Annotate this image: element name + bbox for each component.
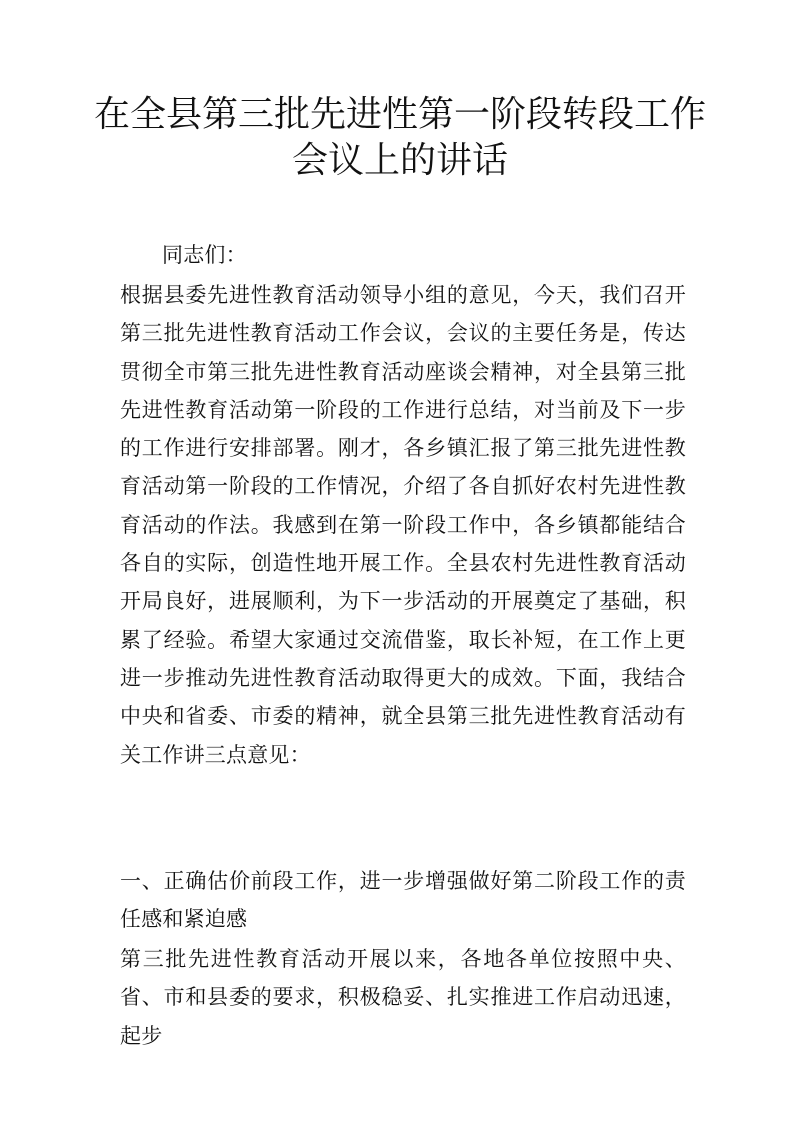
document-title — [0, 92, 800, 184]
body-paragraph-2: 第三批先进性教育活动开展以来，各地各单位按照中央、省、市和县委的要求，积极稳妥、扎实推进工作启动迅速，起步 — [120, 947, 686, 1048]
section-heading-1: 一、正确估价前段工作，进一步增强做好第二阶段工作的责任感和紧迫感 — [120, 869, 686, 932]
title-line-2: 会议上的讲话 — [291, 140, 508, 181]
body-paragraph-1: 根据县委先进性教育活动领导小组的意见，今天，我们召开第三批先进性教育活动工作会议，会议的主要任务是，传达贯彻全市第三批先进性教育活动座谈会精神，对全县第三批先进性教育活动第一阶段的工作进行总结，对当前及下一步的工作进行安排部署。刚才，各乡镇汇报了第三批先进性教育活动第一阶段的工作情况，介绍了各自抓好农村先进性教育活动的作法。我感到在第一阶段工作中，各乡镇都能结合各自的实际，创造性地开展工作。全县农村先进性教育活动开局良好，进展顺利，为下一步活动的开展奠定了基础，积累了经验。希望大家通过交流借鉴，取长补短，在工作上更进一步推动先进性教育活动取得更大的成效。下面，我结合中央和省委、市委的精神，就全县第三批先进性教育活动有关工作讲三点意见： — [120, 283, 686, 767]
salutation: 同志们： — [162, 243, 247, 267]
title-line-1: 在全县第三批先进性第一阶段转段工作 — [93, 94, 706, 135]
